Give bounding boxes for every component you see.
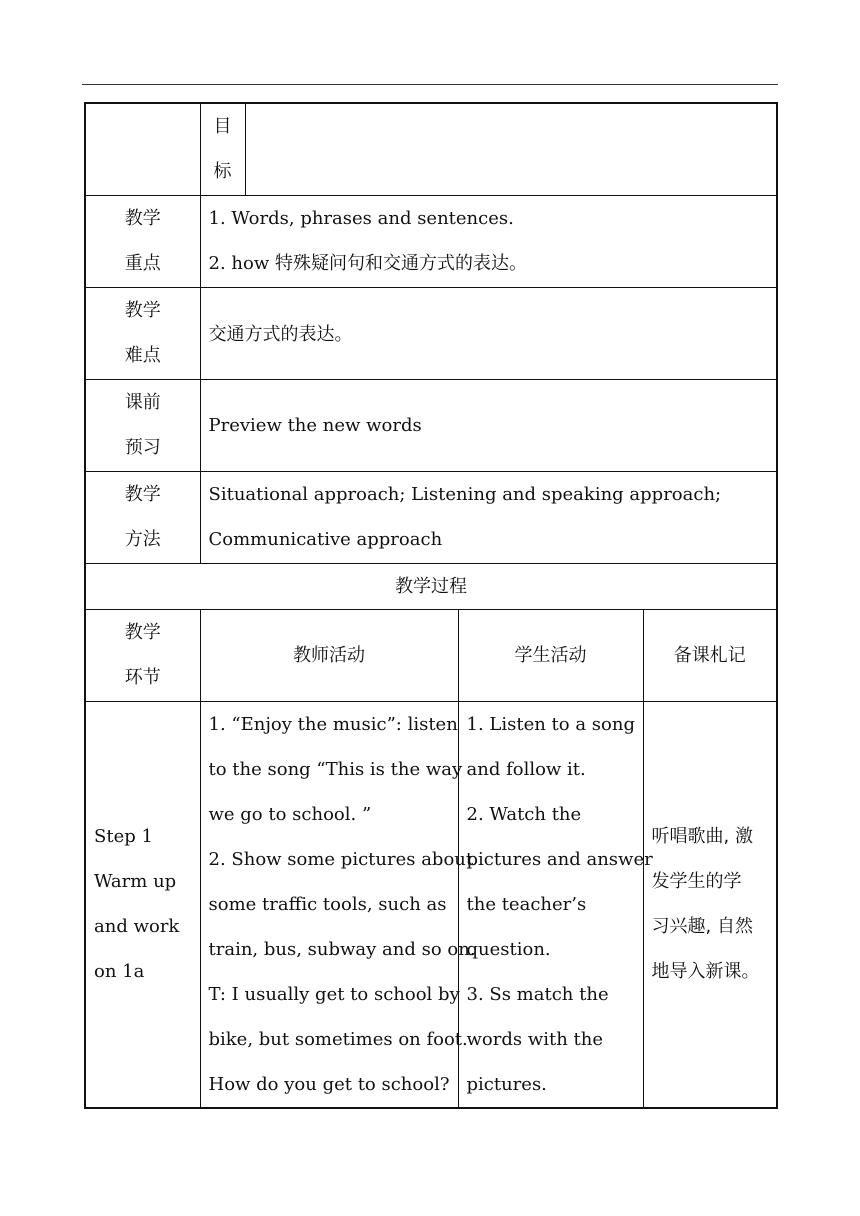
difficulties-label-line-2: 难点 — [124, 345, 161, 366]
notes-line: 习兴趣, 自然 — [651, 916, 753, 938]
goal-label — [200, 103, 245, 195]
preview-label — [85, 379, 200, 471]
header-rule — [82, 84, 778, 85]
student-line: question. — [466, 938, 551, 960]
notes-line: 听唱歌曲, 激 — [651, 826, 753, 848]
teacher-line: train, bus, subway and so on. — [208, 938, 476, 960]
goal-row — [85, 103, 777, 195]
student-line: the teacher’s — [466, 893, 587, 915]
step-1-stage-line-3: and work — [94, 916, 180, 938]
key-points-label-line-1: 教学 — [124, 208, 161, 229]
key-points-line-2: 2. how 特殊疑问句和交通方式的表达。 — [208, 253, 527, 274]
step-1-stage-line-2: Warm up — [94, 871, 177, 893]
key-points-content — [200, 195, 777, 287]
student-line: 1. Listen to a song — [466, 713, 635, 735]
stage-header-line-1: 教学 — [124, 622, 161, 643]
goal-label-line-2: 标 — [213, 161, 232, 183]
stage-header-line-2: 环节 — [124, 667, 161, 688]
difficulties-label-line-1: 教学 — [124, 300, 161, 321]
step-1-stage-line-4: on 1a — [94, 961, 145, 983]
student-line: 3. Ss match the — [466, 983, 609, 1005]
teacher-line: How do you get to school? — [208, 1073, 450, 1095]
student-line: pictures. — [466, 1073, 547, 1095]
notes-header: 备课札记 — [643, 609, 777, 701]
student-line: 2. Watch the — [466, 803, 582, 825]
teacher-line: 2. Show some pictures about — [208, 848, 474, 870]
step-1-notes — [643, 701, 777, 1108]
methods-line-1: Situational approach; Listening and speaking approach; — [208, 484, 722, 505]
key-points-line-1: 1. Words, phrases and sentences. — [208, 208, 514, 229]
key-points-row — [85, 195, 777, 287]
notes-line: 地导入新课。 — [651, 961, 760, 983]
step-1-row — [85, 701, 777, 1108]
methods-label-line-2: 方法 — [124, 529, 161, 550]
methods-row — [85, 471, 777, 563]
methods-line-2: Communicative approach — [208, 529, 443, 550]
difficulties-content: 交通方式的表达。 — [200, 287, 777, 379]
column-header-row — [85, 609, 777, 701]
teacher-line: T: I usually get to school by — [208, 983, 460, 1005]
key-points-label-line-2: 重点 — [124, 253, 161, 274]
goal-content — [245, 103, 777, 195]
teacher-line: 1. “Enjoy the music”: listen — [208, 713, 458, 735]
goal-label-line-1: 目 — [213, 116, 232, 138]
difficulties-row — [85, 287, 777, 379]
lesson-plan-table — [84, 102, 778, 1109]
preview-row — [85, 379, 777, 471]
teacher-activity-header: 教师活动 — [200, 609, 458, 701]
teacher-line: some traffic tools, such as — [208, 893, 447, 915]
preview-content: Preview the new words — [200, 379, 777, 471]
methods-label — [85, 471, 200, 563]
step-1-stage-line-1: Step 1 — [94, 826, 153, 848]
notes-line: 发学生的学 — [651, 871, 742, 893]
stage-header — [85, 609, 200, 701]
goal-empty-cell — [85, 103, 200, 195]
teacher-line: to the song “This is the way — [208, 758, 463, 780]
step-1-teacher-activity — [200, 701, 476, 1108]
student-activity-header: 学生活动 — [458, 609, 643, 701]
student-line: words with the — [466, 1028, 604, 1050]
preview-label-line-1: 课前 — [124, 392, 161, 413]
step-1-student-activity — [458, 701, 653, 1108]
student-line: and follow it. — [466, 758, 586, 780]
key-points-label — [85, 195, 200, 287]
methods-label-line-1: 教学 — [124, 484, 161, 505]
teacher-line: bike, but sometimes on foot. — [208, 1028, 468, 1050]
preview-label-line-2: 预习 — [124, 437, 161, 458]
methods-content — [200, 471, 777, 563]
student-line: pictures and answer — [466, 848, 653, 870]
teacher-line: we go to school. ” — [208, 803, 372, 825]
step-1-stage — [85, 701, 200, 1108]
difficulties-label — [85, 287, 200, 379]
process-title-row — [85, 563, 777, 609]
process-title: 教学过程 — [85, 563, 777, 609]
